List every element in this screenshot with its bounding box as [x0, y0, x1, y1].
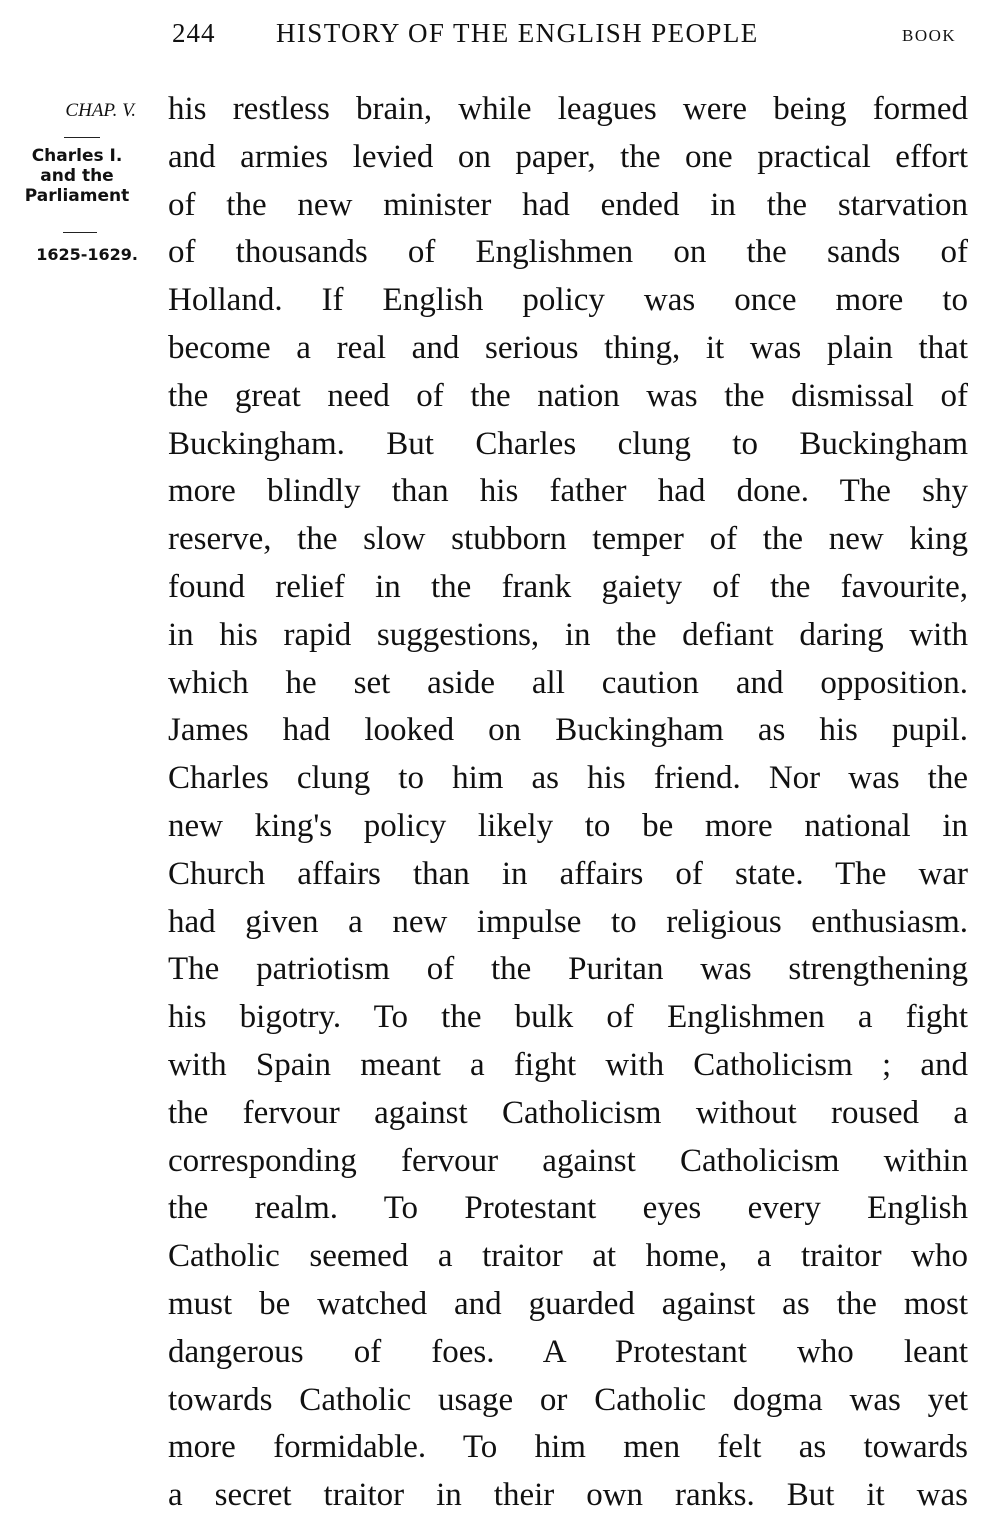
text-line: Catholic seemed a traitor at home, a traitor who	[168, 1238, 968, 1275]
running-head	[0, 16, 1000, 56]
text-line: his restless brain, while leagues were being formed	[168, 91, 968, 127]
text-line: The patriotism of the Puritan was strengthening	[168, 951, 968, 988]
side-dates: 1625-1629.	[36, 245, 138, 264]
text-line: of thousands of Englishmen on the sands of	[168, 234, 968, 271]
book-label: BOOK	[902, 26, 957, 45]
text-line: found relief in the frank gaiety of the favourite,	[168, 568, 968, 605]
body-text	[168, 86, 968, 1520]
text-line: Church affairs than in affairs of state. The war	[168, 855, 968, 892]
text-line: must be watched and guarded against as the most	[168, 1285, 968, 1322]
text-line: the realm. To Protestant eyes every English	[168, 1190, 968, 1227]
text-line: and armies levied on paper, the one practical effort	[168, 138, 968, 175]
text-line: Charles clung to him as his friend. Nor was the	[168, 760, 968, 797]
margin-rule	[64, 137, 100, 138]
side-heading-line: Parliament	[24, 186, 130, 206]
text-line: more formidable. To him men felt as towards	[168, 1429, 968, 1466]
text-line: reserve, the slow stubborn temper of the new king	[168, 521, 968, 558]
text-line: James had looked on Buckingham as his pupil.	[168, 712, 968, 749]
text-line: Buckingham. But Charles clung to Buckingham	[168, 425, 968, 462]
text-line: had given a new impulse to religious enthusiasm.	[168, 903, 968, 940]
text-line: with Spain meant a fight with Catholicism ; and	[168, 1046, 968, 1083]
side-heading-line: and the	[40, 166, 114, 186]
chapter-label: CHAP. V.	[65, 100, 136, 121]
text-line: of the new minister had ended in the starvation	[168, 186, 968, 223]
page-number: 244	[172, 18, 216, 48]
text-line: which he set aside all caution and opposition.	[168, 664, 968, 701]
text-line: in his rapid suggestions, in the defiant daring with	[168, 616, 968, 653]
text-line: corresponding fervour against Catholicism within	[168, 1142, 968, 1179]
text-line: Holland. If English policy was once more to	[168, 282, 968, 319]
running-title: HISTORY OF THE ENGLISH PEOPLE	[276, 18, 759, 48]
text-line: the fervour against Catholicism without roused a	[168, 1094, 968, 1131]
text-line: dangerous of foes. A Protestant who leant	[168, 1333, 968, 1370]
text-line: the great need of the nation was the dismissal of	[168, 377, 968, 414]
text-line: his bigotry. To the bulk of Englishmen a fight	[168, 999, 968, 1036]
text-line: a secret traitor in their own ranks. But it was	[168, 1477, 968, 1514]
side-heading-line: Charles I.	[31, 146, 123, 166]
side-heading	[2, 146, 152, 206]
text-line: more blindly than his father had done. The shy	[168, 473, 968, 510]
text-line: new king's policy likely to be more national in	[168, 807, 968, 844]
text-line: become a real and serious thing, it was plain that	[168, 329, 968, 366]
text-line: towards Catholic usage or Catholic dogma was yet	[168, 1381, 968, 1418]
margin-rule	[63, 232, 97, 233]
